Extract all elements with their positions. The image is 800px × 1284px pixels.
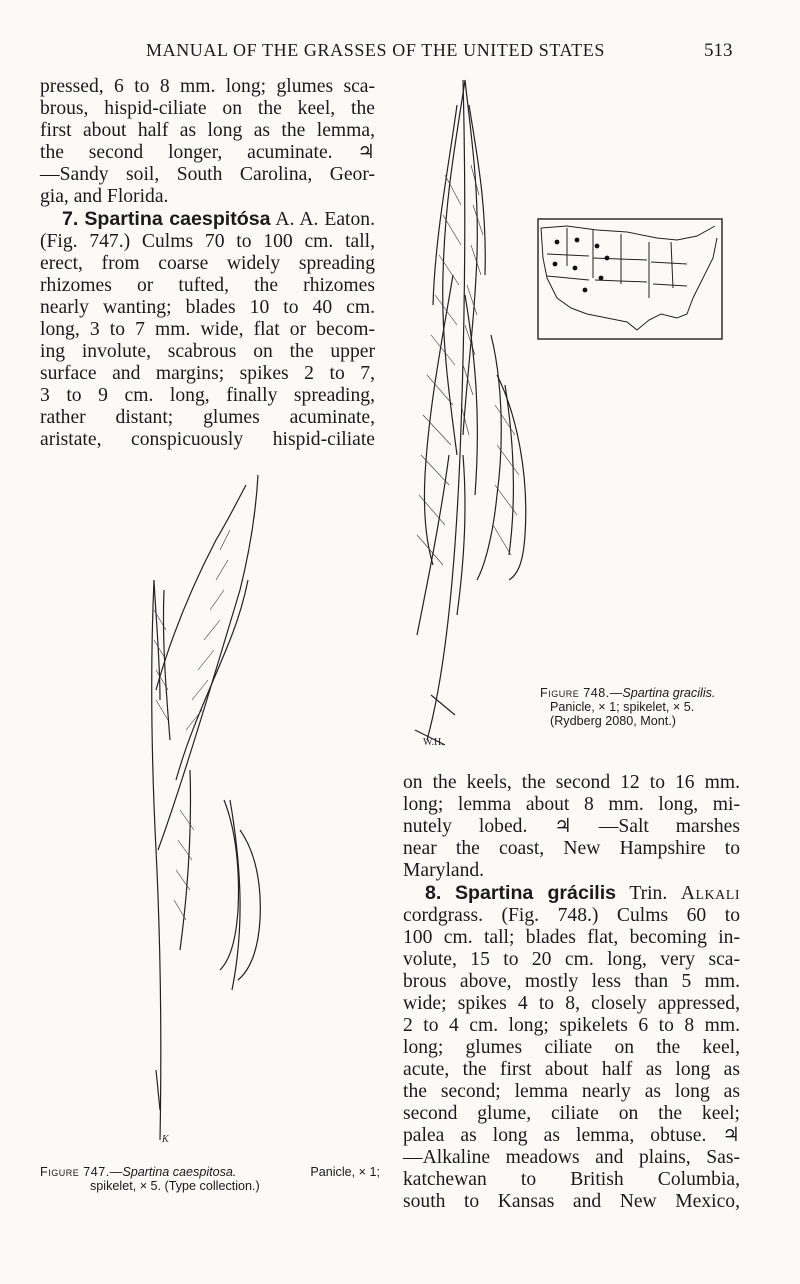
text-line: south to Kansas and New Mexico,: [403, 1191, 740, 1212]
text-line: long; lemma about 8 mm. long, mi-: [403, 794, 740, 815]
text-line: on the keels, the second 12 to 16 mm.: [403, 772, 740, 793]
text-line: nutely lobed. ♃ —Salt marshes: [403, 816, 740, 837]
figure-747-artist-mark: K: [162, 1134, 169, 1145]
figure-748-illustration: [405, 75, 545, 755]
species-name: Spartina grácilis: [454, 882, 617, 904]
figure-747-caption: Figure 747.—Spartina caespitosa. Panicle, × 1; spikelet, × 5. (Type collection.): [40, 1165, 380, 1193]
distribution-map: [537, 218, 723, 340]
text-line: ing involute, scabrous on the upper: [40, 341, 375, 362]
figure-748-caption: Figure 748.—Spartina gracilis. Panicle, × 1; spikelet, × 5. (Rydberg 2080, Mont.): [540, 686, 780, 728]
text-line: pressed, 6 to 8 mm. long; glumes sca-: [40, 76, 375, 97]
left-text-column: [40, 76, 375, 451]
text-line: the second; lemma nearly as long as: [403, 1081, 740, 1102]
text-line: gia, and Florida.: [40, 186, 169, 207]
species-number: 7.: [62, 208, 79, 230]
text-line: near the coast, New Hampshire to: [403, 838, 740, 859]
text-line: nearly wanting; blades 10 to 40 cm.: [40, 297, 375, 318]
text-line: —Alkaline meadows and plains, Sas-: [403, 1147, 740, 1168]
text-line: the second longer, acuminate. ♃: [40, 142, 375, 163]
text-line: rather distant; glumes acuminate,: [40, 407, 375, 428]
species-author: A. A. Eaton.: [275, 209, 375, 230]
text-line: 100 cm. tall; blades flat, becoming in-: [403, 927, 740, 948]
text-line: brous above, mostly less than 5 mm.: [403, 971, 740, 992]
caption-line: (Rydberg 2080, Mont.): [550, 714, 676, 728]
text-line: rhizomes or tufted, the rhizomes: [40, 275, 375, 296]
species-number: 8.: [425, 882, 442, 904]
species-heading-8: [403, 882, 740, 905]
right-text-column: [403, 772, 740, 1213]
text-line: —Sandy soil, South Carolina, Geor-: [40, 164, 375, 185]
caption-label: Figure 747.: [40, 1165, 110, 1179]
species-name: Spartina caespitósa: [84, 208, 271, 230]
text-line: surface and margins; spikes 2 to 7,: [40, 363, 375, 384]
caption-species: Spartina caespitosa.: [122, 1165, 237, 1179]
text-line: long; glumes ciliate on the keel,: [403, 1037, 740, 1058]
figure-748-artist-mark: W.H.: [423, 737, 444, 748]
text-line: erect, from coarse widely spreading: [40, 253, 375, 274]
page-header: [0, 40, 800, 70]
text-line: first about half as long as the lemma,: [40, 120, 375, 141]
caption-label: Figure 748.: [540, 686, 610, 700]
text-line: palea as long as lemma, obtuse. ♃: [403, 1125, 740, 1146]
running-title: MANUAL OF THE GRASSES OF THE UNITED STATES: [146, 40, 605, 60]
text-line: Maryland.: [403, 860, 485, 881]
text-line: second glume, ciliate on the keel;: [403, 1103, 740, 1124]
figure-747-illustration: [120, 470, 290, 1150]
caption-line: Panicle, × 1; spikelet, × 5.: [550, 700, 695, 714]
species-author: Trin.: [629, 883, 668, 904]
species-heading-7: [40, 208, 375, 231]
text-line: aristate, conspicuously hispid-ciliate: [40, 429, 375, 450]
text-line: 2 to 4 cm. long; spikelets 6 to 8 mm.: [403, 1015, 740, 1036]
page-number: 513: [704, 40, 733, 61]
caption-species: Spartina gracilis.: [622, 686, 716, 700]
text-line: cordgrass. (Fig. 748.) Culms 60 to: [403, 905, 740, 926]
caption-line: spikelet, × 5. (Type collection.): [90, 1179, 260, 1193]
text-line: long, 3 to 7 mm. wide, flat or becom-: [40, 319, 375, 340]
text-line: katchewan to British Columbia,: [403, 1169, 740, 1190]
text-line: wide; spikes 4 to 8, closely appressed,: [403, 993, 740, 1014]
text-line: acute, the first about half as long as: [403, 1059, 740, 1080]
caption-text: Panicle, × 1;: [310, 1165, 380, 1179]
text-line: brous, hispid-ciliate on the keel, the: [40, 98, 375, 119]
text-line: volute, 15 to 20 cm. long, very sca-: [403, 949, 740, 970]
common-name: Alkali: [680, 883, 740, 904]
text-line: (Fig. 747.) Culms 70 to 100 cm. tall,: [40, 231, 375, 252]
text-line: 3 to 9 cm. long, finally spreading,: [40, 385, 375, 406]
